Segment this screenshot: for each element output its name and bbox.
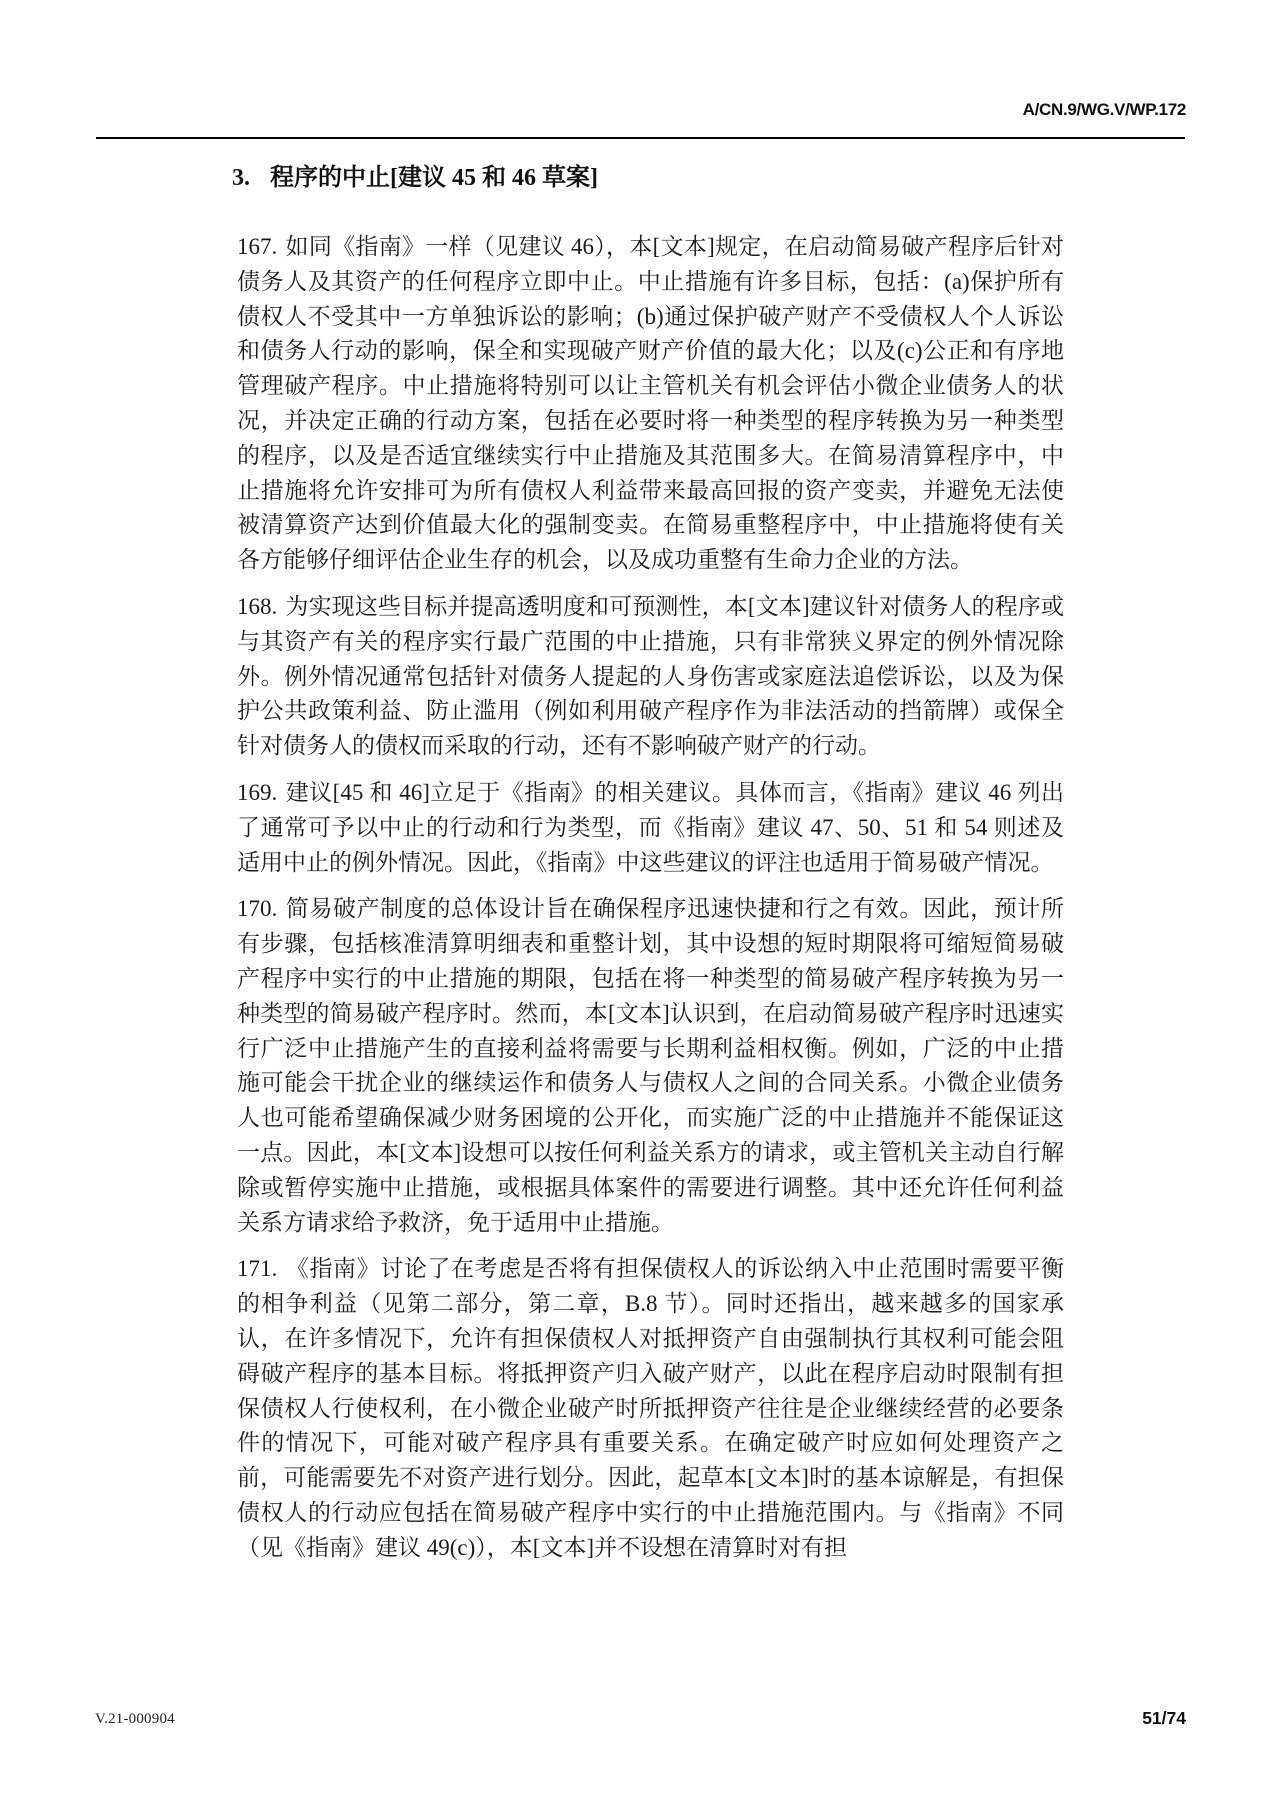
document-symbol: A/CN.9/WG.V/WP.172	[1022, 100, 1186, 119]
paragraph-171	[237, 1252, 1064, 1565]
paragraph-number: 169.	[237, 779, 278, 805]
paragraph-number: 167.	[237, 234, 278, 259]
paragraph-number: 168.	[237, 593, 278, 619]
document-body	[232, 161, 1064, 1565]
paragraph-169	[237, 776, 1064, 880]
paragraph-text: 为实现这些目标并提高透明度和可预测性，本[文本]建议针对债务人的程序或与其资产有关的程序实行最广范围的中止措施，只有非常狭义界定的例外情况除外。例外情况通常包括针对债务人提起的人身伤害或家庭法追偿诉讼，以及为保护公共政策利益、防止滥用（例如利用破产程序作为非法活动的挡箭牌）或保全针对债务人的债权而采取的行动，还有不影响破产财产的行动。	[237, 593, 1064, 759]
footer-page-indicator: 51/74	[1142, 1708, 1186, 1728]
paragraph-167	[237, 230, 1064, 578]
paragraph-number: 170.	[237, 896, 278, 922]
paragraph-number: 171.	[237, 1256, 278, 1282]
section-title: 程序的中止[建议 45 和 46 草案]	[270, 165, 598, 191]
paragraph-text: 简易破产制度的总体设计旨在确保程序迅速快捷和行之有效。因此，预计所有步骤，包括核准清算明细表和重整计划，其中设想的短时期限将可缩短简易破产程序中实行的中止措施的期限，包括在将一种类型的简易破产程序转换为另一种类型的简易破产程序时。然而，本[文本]认识到，在启动简易破产程序时迅速实行广泛中止措施产生的直接利益将需要与长期利益相权衡。例如，广泛的中止措施可能会干扰企业的继续运作和债务人与债权人之间的合同关系。小微企业债务人也可能希望确保减少财务困境的公开化，而实施广泛的中止措施并不能保证这一点。因此，本[文本]设想可以按任何利益关系方的请求，或主管机关主动自行解除或暂停实施中止措施，或根据具体案件的需要进行调整。其中还允许任何利益关系方请求给予救济，免于适用中止措施。	[237, 896, 1064, 1235]
section-number: 3.	[232, 165, 250, 191]
paragraph-text: 《指南》讨论了在考虑是否将有担保债权人的诉讼纳入中止范围时需要平衡的相争利益（见第二部分，第二章，B.8 节）。同时还指出，越来越多的国家承认，在许多情况下，允许有担保债权人对抵押资产自由强制执行其权利可能会阻碍破产程序的基本目标。将抵押资产归入破产财产，以此在程序启动时限制有担保债权人行使权利，在小微企业破产时所抵押资产往往是企业继续经营的必要条件的情况下，可能对破产程序具有重要关系。在确定破产时应如何处理资产之前，可能需要先不对资产进行划分。因此，起草本[文本]时的基本谅解是，有担保债权人的行动应包括在简易破产程序中实行的中止措施范围内。与《指南》不同（见《指南》建议 49(c)），本[文本]并不设想在清算时对有担	[237, 1256, 1064, 1560]
footer-job-number: V.21-000904	[95, 1711, 175, 1727]
header-rule	[96, 137, 1185, 139]
section-heading	[232, 161, 1064, 196]
paragraph-text: 建议[45 和 46]立足于《指南》的相关建议。具体而言，《指南》建议 46 列出了通常可予以中止的行动和行为类型，而《指南》建议 47、50、51 和 54 则述及适用中止的例外情况。因此，《指南》中这些建议的评注也适用于简易破产情况。	[237, 779, 1064, 875]
paragraph-168	[237, 590, 1064, 764]
paragraph-text: 如同《指南》一样（见建议 46），本[文本]规定，在启动简易破产程序后针对债务人及其资产的任何程序立即中止。中止措施有许多目标，包括：(a)保护所有债权人不受其中一方单独诉讼的影响；(b)通过保护破产财产不受债权人个人诉讼和债务人行动的影响，保全和实现破产财产价值的最大化；以及(c)公正和有序地管理破产程序。中止措施将特别可以让主管机关有机会评估小微企业债务人的状况，并决定正确的行动方案，包括在必要时将一种类型的程序转换为另一种类型的程序，以及是否适宜继续实行中止措施及其范围多大。在简易清算程序中，中止措施将允许安排可为所有债权人利益带来最高回报的资产变卖，并避免无法使被清算资产达到价值最大化的强制变卖。在简易重整程序中，中止措施将使有关各方能够仔细评估企业生存的机会，以及成功重整有生命力企业的方法。	[237, 234, 1064, 573]
paragraph-170	[237, 892, 1064, 1240]
